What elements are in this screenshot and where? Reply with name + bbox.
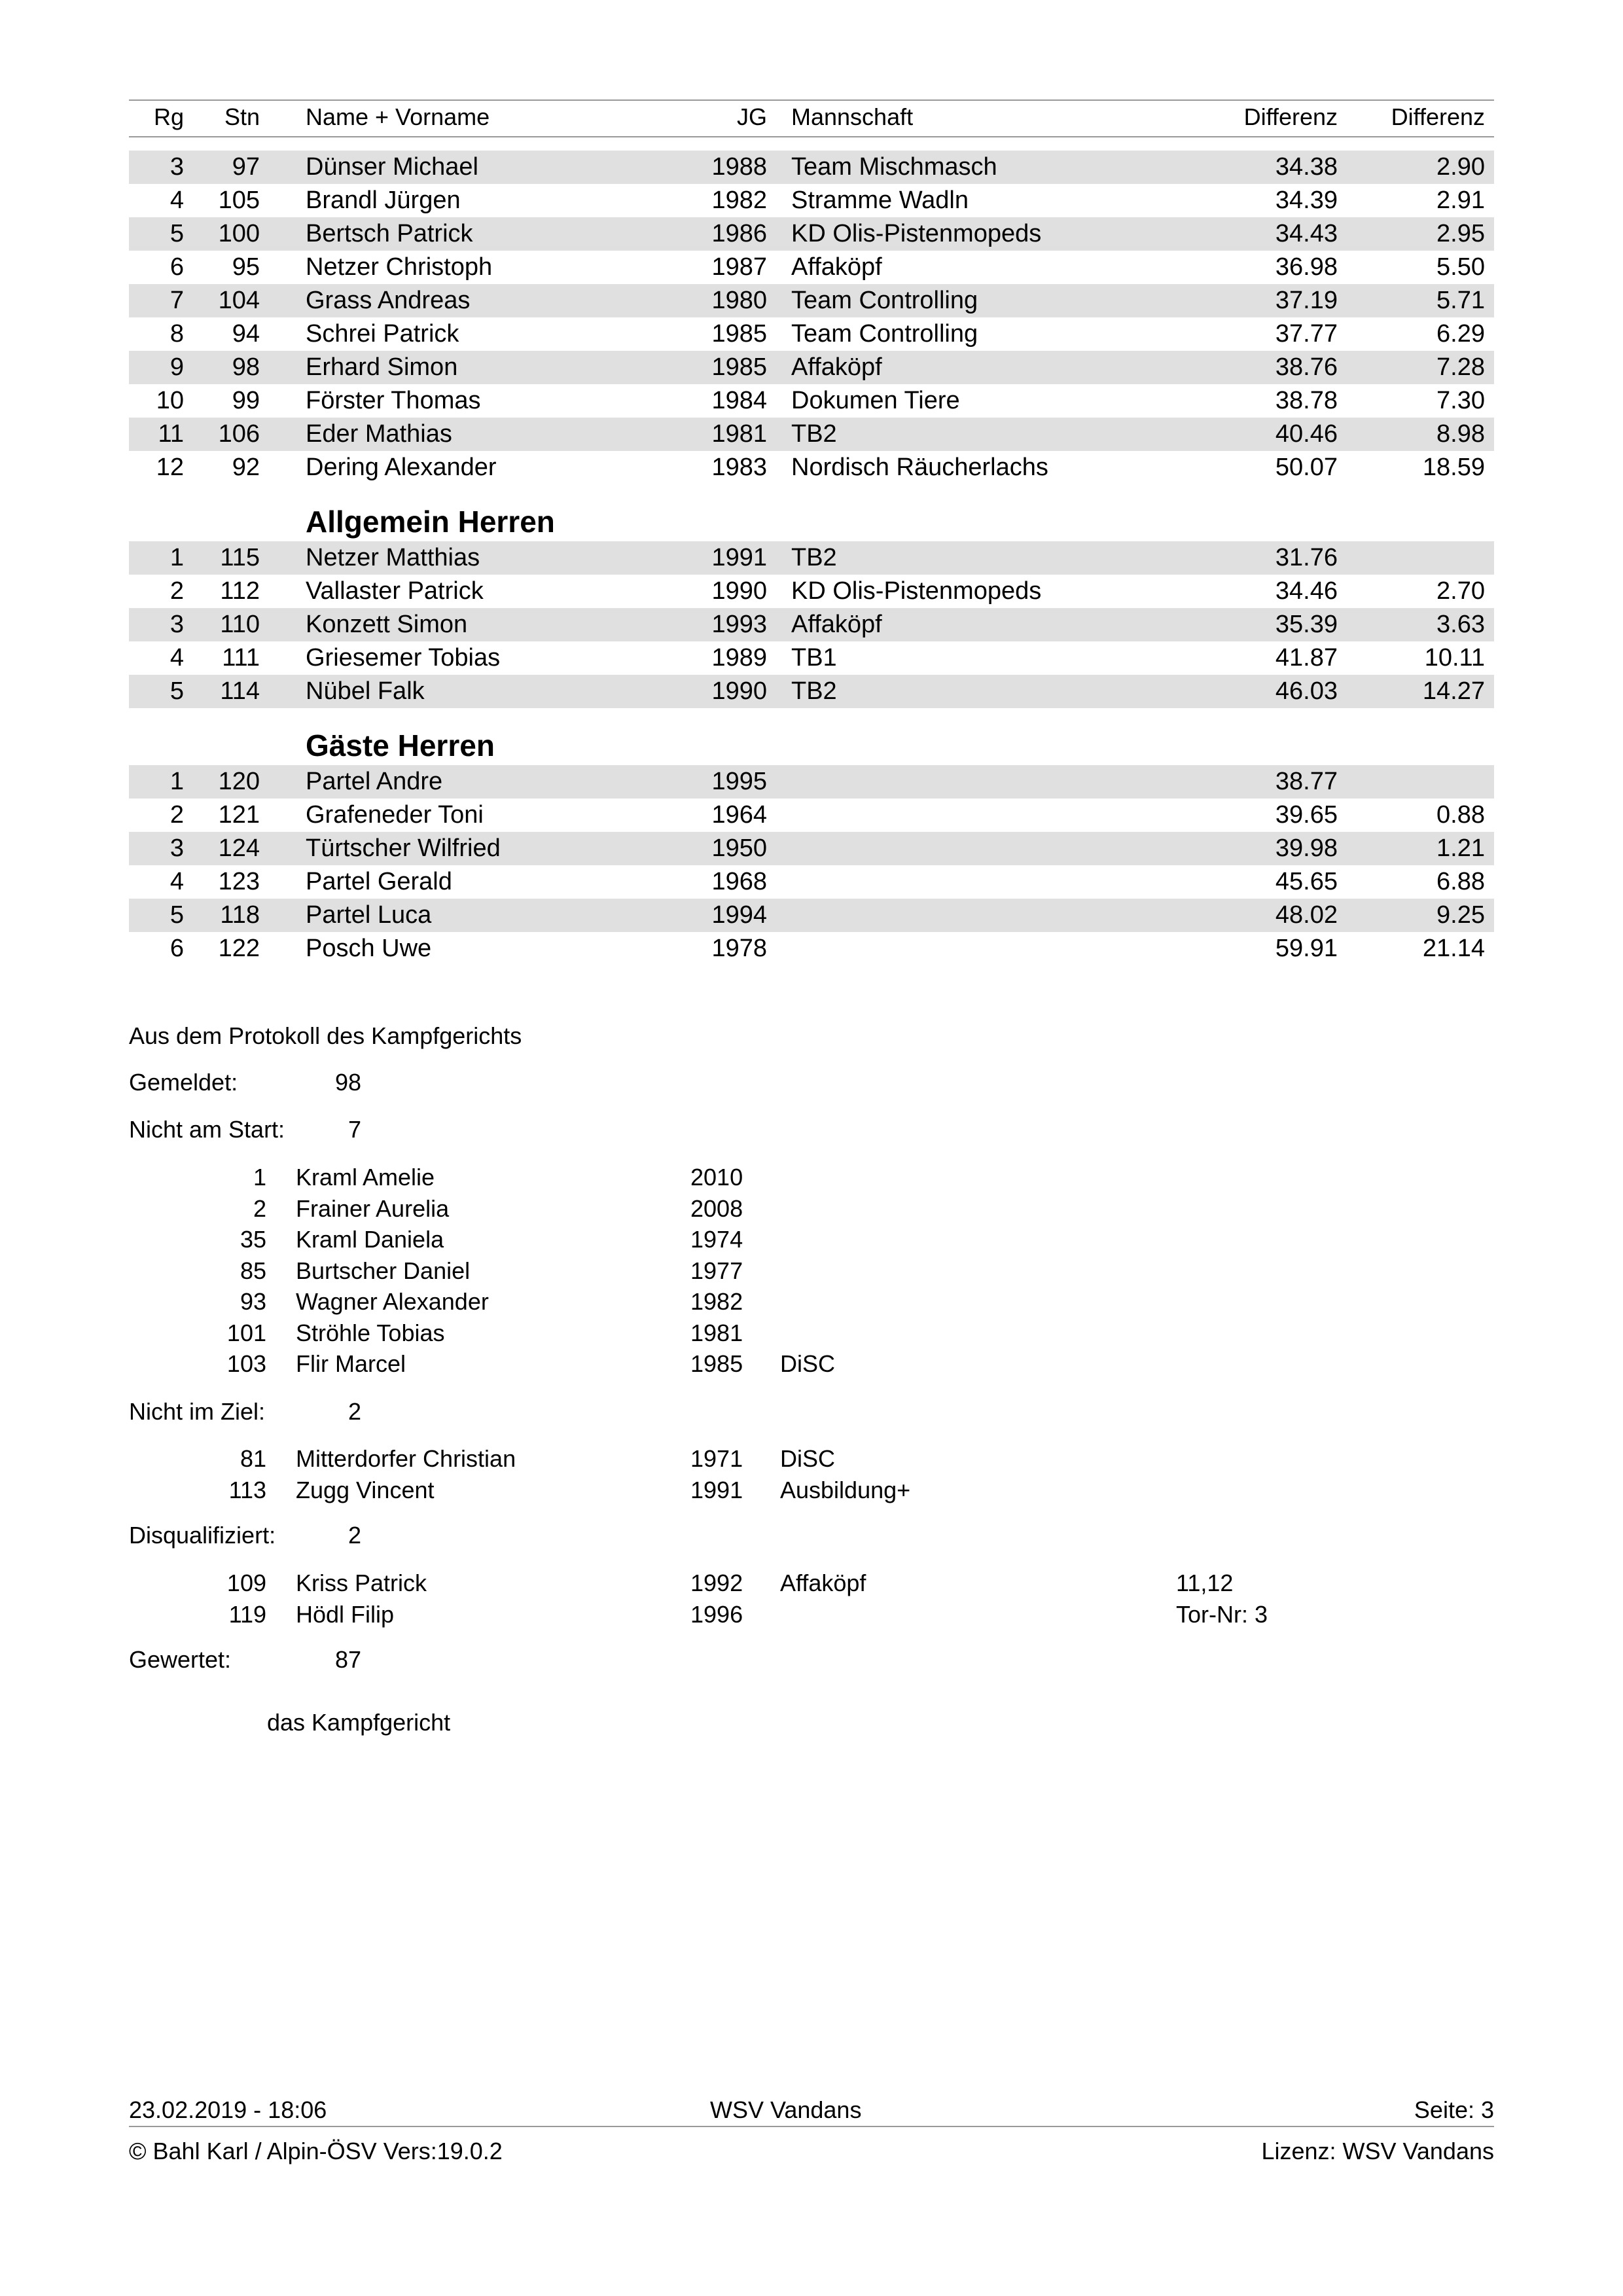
time: 59.91 (1275, 935, 1338, 962)
table-row (129, 765, 1494, 798)
birth-year: 1985 (690, 1350, 743, 1377)
athlete-name: Bertsch Patrick (306, 220, 473, 247)
protocol-title: Aus dem Protokoll des Kampfgerichts (129, 1022, 522, 1049)
time-difference: 8.98 (1436, 420, 1485, 448)
birth-year: 1992 (690, 1570, 743, 1596)
birth-year: 1981 (711, 420, 767, 448)
athlete-name: Dünser Michael (306, 153, 478, 181)
time: 39.98 (1275, 834, 1338, 862)
start-number: 123 (218, 868, 260, 895)
time: 48.02 (1275, 901, 1338, 929)
birth-year: 1987 (711, 253, 767, 281)
birth-year: 1988 (711, 153, 767, 181)
time: 31.76 (1275, 544, 1338, 571)
team-name: KD Olis-Pistenmopeds (791, 577, 1042, 605)
time-difference: 7.28 (1436, 353, 1485, 381)
birth-year: 2008 (690, 1194, 743, 1222)
club-or-reason: DiSC (780, 1350, 836, 1377)
time: 50.07 (1275, 454, 1338, 481)
group-title-gaeste (129, 708, 1494, 765)
header-rg: Rg (153, 103, 184, 130)
group-title-allgemein (129, 484, 1494, 541)
footer-divider (129, 2126, 1494, 2127)
time-difference: 0.88 (1436, 801, 1485, 829)
rank: 5 (169, 901, 184, 929)
birth-year: 1991 (690, 1476, 743, 1503)
header-stn: Stn (224, 103, 260, 130)
time: 39.65 (1275, 801, 1338, 829)
results-table (129, 151, 1494, 965)
team-name: TB2 (791, 420, 837, 448)
time-difference: 14.27 (1422, 677, 1485, 705)
start-number: 110 (220, 611, 260, 638)
athlete-name: Dering Alexander (306, 454, 497, 481)
birth-year: 1984 (711, 387, 767, 414)
start-number: 124 (218, 834, 260, 862)
time-difference: 10.11 (1424, 644, 1485, 672)
table-row (129, 675, 1494, 708)
birth-year: 1985 (711, 320, 767, 348)
start-number: 81 (240, 1445, 266, 1472)
athlete-name: Kraml Daniela (296, 1226, 444, 1253)
start-number: 95 (232, 253, 260, 281)
athlete-name: Wagner Alexander (296, 1288, 489, 1315)
rank: 11 (158, 420, 184, 448)
header-diff2: Differenz (1391, 103, 1485, 130)
disq-label: Disqualifiziert: (129, 1522, 276, 1549)
time-difference: 5.50 (1436, 253, 1485, 281)
table-row (129, 184, 1494, 217)
athlete-name: Flir Marcel (296, 1350, 406, 1377)
rank: 3 (169, 611, 184, 638)
athlete-name: Erhard Simon (306, 353, 458, 381)
start-number: 98 (232, 353, 260, 381)
birth-year: 1968 (711, 868, 767, 895)
time: 38.77 (1275, 768, 1338, 795)
time: 41.87 (1275, 644, 1338, 672)
team-name: Team Controlling (791, 287, 978, 314)
rank: 8 (169, 320, 184, 348)
nichtstart-label: Nicht am Start: (129, 1116, 285, 1143)
time-difference: 18.59 (1422, 454, 1485, 481)
start-number: 111 (222, 644, 260, 672)
rank: 3 (169, 153, 184, 181)
table-row (129, 151, 1494, 184)
disq-value: 2 (348, 1522, 362, 1549)
athlete-name: Griesemer Tobias (306, 644, 501, 672)
birth-year: 1981 (690, 1319, 743, 1346)
rank: 4 (169, 644, 184, 672)
athlete-name: Eder Mathias (306, 420, 452, 448)
athlete-name: Mitterdorfer Christian (296, 1445, 516, 1472)
start-number: 101 (226, 1319, 266, 1346)
athlete-name: Hödl Filip (296, 1600, 395, 1628)
group-title-text: Gäste Herren (306, 728, 495, 762)
team-name: Team Mischmasch (791, 153, 997, 181)
time: 34.46 (1275, 577, 1338, 605)
result-block-1 (129, 151, 1494, 484)
team-name: TB1 (791, 644, 837, 672)
table-row (129, 284, 1494, 317)
table-row (129, 217, 1494, 251)
footer-club: WSV Vandans (710, 2096, 862, 2123)
start-number: 94 (232, 320, 260, 348)
birth-year: 1993 (711, 611, 767, 638)
header-diff1: Differenz (1243, 103, 1338, 130)
athlete-name: Förster Thomas (306, 387, 481, 414)
time: 34.43 (1275, 220, 1338, 247)
rank: 2 (169, 577, 184, 605)
birth-year: 1990 (711, 677, 767, 705)
time: 34.38 (1275, 153, 1338, 181)
table-header (129, 99, 1494, 137)
rank: 5 (169, 220, 184, 247)
table-row (129, 899, 1494, 932)
start-number: 1 (253, 1164, 266, 1191)
time-difference: 2.90 (1436, 153, 1485, 181)
team-name: TB2 (791, 677, 837, 705)
athlete-name: Kriss Patrick (296, 1570, 427, 1596)
athlete-name: Ströhle Tobias (296, 1319, 445, 1346)
time-difference: 21.14 (1422, 935, 1485, 962)
start-number: 100 (218, 220, 260, 247)
rank: 6 (169, 253, 184, 281)
nichtziel-value: 2 (348, 1398, 362, 1425)
start-number: 85 (240, 1257, 266, 1284)
birth-year: 1978 (711, 935, 767, 962)
birth-year: 1982 (711, 187, 767, 214)
time-difference: 2.95 (1436, 220, 1485, 247)
time-difference: 9.25 (1436, 901, 1485, 929)
table-row (129, 451, 1494, 484)
team-name: Nordisch Räucherlachs (791, 454, 1048, 481)
rank: 12 (156, 454, 184, 481)
team-name: KD Olis-Pistenmopeds (791, 220, 1042, 247)
start-number: 114 (220, 677, 260, 705)
birth-year: 1971 (690, 1445, 743, 1472)
start-number: 113 (228, 1476, 266, 1503)
rank: 9 (169, 353, 184, 381)
time-difference: 7.30 (1436, 387, 1485, 414)
table-row (129, 932, 1494, 965)
start-number: 35 (240, 1226, 266, 1253)
team-name: Affaköpf (791, 353, 882, 381)
start-number: 120 (218, 768, 260, 795)
footer-copyright: © Bahl Karl / Alpin-ÖSV Vers:19.0.2 (129, 2138, 503, 2164)
footer-license: Lizenz: WSV Vandans (1261, 2138, 1494, 2164)
athlete-name: Grass Andreas (306, 287, 471, 314)
result-block-gaeste (129, 765, 1494, 965)
gemeldet-value: 98 (335, 1069, 362, 1096)
table-row (129, 832, 1494, 865)
athlete-name: Schrei Patrick (306, 320, 459, 348)
team-name: Affaköpf (791, 253, 882, 281)
table-row (129, 641, 1494, 675)
time-difference: 6.88 (1436, 868, 1485, 895)
time-difference: 6.29 (1436, 320, 1485, 348)
start-number: 92 (232, 454, 260, 481)
table-row (129, 865, 1494, 899)
gate-note: Tor-Nr: 3 (1176, 1600, 1268, 1628)
athlete-name: Netzer Matthias (306, 544, 480, 571)
athlete-name: Grafeneder Toni (306, 801, 484, 829)
birth-year: 1996 (690, 1600, 743, 1628)
birth-year: 1994 (711, 901, 767, 929)
birth-year: 1974 (690, 1226, 743, 1253)
table-row (129, 418, 1494, 451)
birth-year: 2010 (690, 1164, 743, 1191)
athlete-name: Netzer Christoph (306, 253, 493, 281)
birth-year: 1950 (711, 834, 767, 862)
start-number: 97 (232, 153, 260, 181)
time-difference: 1.21 (1436, 834, 1485, 862)
team-name: Affaköpf (791, 611, 882, 638)
rank: 5 (169, 677, 184, 705)
club-or-reason: Ausbildung+ (780, 1476, 911, 1503)
nichtstart-value: 7 (348, 1116, 362, 1143)
gewertet-label: Gewertet: (129, 1646, 232, 1673)
birth-year: 1990 (711, 577, 767, 605)
time: 34.39 (1275, 187, 1338, 214)
start-number: 112 (220, 577, 260, 605)
team-name: Team Controlling (791, 320, 978, 348)
time: 35.39 (1275, 611, 1338, 638)
start-number: 119 (228, 1600, 266, 1628)
athlete-name: Vallaster Patrick (306, 577, 484, 605)
rank: 4 (169, 187, 184, 214)
time: 45.65 (1275, 868, 1338, 895)
header-name: Name + Vorname (306, 103, 490, 130)
group-title-text: Allgemein Herren (306, 505, 555, 539)
rank: 4 (169, 868, 184, 895)
athlete-name: Burtscher Daniel (296, 1257, 471, 1284)
rank: 1 (169, 768, 184, 795)
time: 40.46 (1275, 420, 1338, 448)
table-row (129, 798, 1494, 832)
rank: 10 (156, 387, 184, 414)
start-number: 115 (220, 544, 260, 571)
rank: 3 (169, 834, 184, 862)
footer-page: Seite: 3 (1414, 2096, 1494, 2123)
rank: 7 (169, 287, 184, 314)
table-row (129, 608, 1494, 641)
table-row (129, 251, 1494, 284)
birth-year: 1977 (690, 1257, 743, 1284)
birth-year: 1985 (711, 353, 767, 381)
birth-year: 1964 (711, 801, 767, 829)
athlete-name: Nübel Falk (306, 677, 425, 705)
start-number: 106 (218, 420, 260, 448)
time: 38.76 (1275, 353, 1338, 381)
athlete-name: Frainer Aurelia (296, 1194, 450, 1222)
nichtziel-label: Nicht im Ziel: (129, 1398, 266, 1425)
gemeldet-label: Gemeldet: (129, 1069, 238, 1096)
athlete-name: Partel Luca (306, 901, 432, 929)
start-number: 93 (240, 1288, 266, 1315)
team-name: Dokumen Tiere (791, 387, 960, 414)
time: 46.03 (1275, 677, 1338, 705)
team-name: TB2 (791, 544, 837, 571)
time-difference: 3.63 (1436, 611, 1485, 638)
start-number: 104 (218, 287, 260, 314)
table-row (129, 351, 1494, 384)
athlete-name: Türtscher Wilfried (306, 834, 501, 862)
athlete-name: Konzett Simon (306, 611, 468, 638)
athlete-name: Brandl Jürgen (306, 187, 461, 214)
signature: das Kampfgericht (267, 1709, 451, 1736)
time-difference: 2.91 (1436, 187, 1485, 214)
birth-year: 1982 (690, 1288, 743, 1315)
team-name: Stramme Wadln (791, 187, 969, 214)
start-number: 99 (232, 387, 260, 414)
table-row (129, 541, 1494, 575)
birth-year: 1980 (711, 287, 767, 314)
start-number: 122 (218, 935, 260, 962)
club-or-reason: DiSC (780, 1445, 836, 1472)
time: 36.98 (1275, 253, 1338, 281)
birth-year: 1989 (711, 644, 767, 672)
rank: 6 (169, 935, 184, 962)
header-jg: JG (736, 103, 767, 130)
start-number: 109 (226, 1570, 266, 1596)
start-number: 118 (220, 901, 260, 929)
table-row (129, 384, 1494, 418)
gewertet-value: 87 (335, 1646, 362, 1673)
athlete-name: Partel Andre (306, 768, 443, 795)
time: 38.78 (1275, 387, 1338, 414)
club-or-reason: Affaköpf (780, 1570, 866, 1596)
start-number: 105 (218, 187, 260, 214)
athlete-name: Posch Uwe (306, 935, 432, 962)
time-difference: 2.70 (1436, 577, 1485, 605)
header-team: Mannschaft (791, 103, 914, 130)
result-block-allgemein (129, 541, 1494, 708)
table-row (129, 575, 1494, 608)
time: 37.19 (1275, 287, 1338, 314)
athlete-name: Partel Gerald (306, 868, 452, 895)
time-difference: 5.71 (1436, 287, 1485, 314)
athlete-name: Zugg Vincent (296, 1476, 435, 1503)
table-row (129, 317, 1494, 351)
birth-year: 1995 (711, 768, 767, 795)
start-number: 103 (226, 1350, 266, 1377)
rank: 2 (169, 801, 184, 829)
start-number: 121 (218, 801, 260, 829)
footer-datetime: 23.02.2019 - 18:06 (129, 2096, 327, 2123)
birth-year: 1983 (711, 454, 767, 481)
start-number: 2 (253, 1194, 266, 1222)
birth-year: 1991 (711, 544, 767, 571)
gate-note: 11,12 (1176, 1570, 1234, 1596)
time: 37.77 (1275, 320, 1338, 348)
athlete-name: Kraml Amelie (296, 1164, 435, 1191)
birth-year: 1986 (711, 220, 767, 247)
rank: 1 (169, 544, 184, 571)
